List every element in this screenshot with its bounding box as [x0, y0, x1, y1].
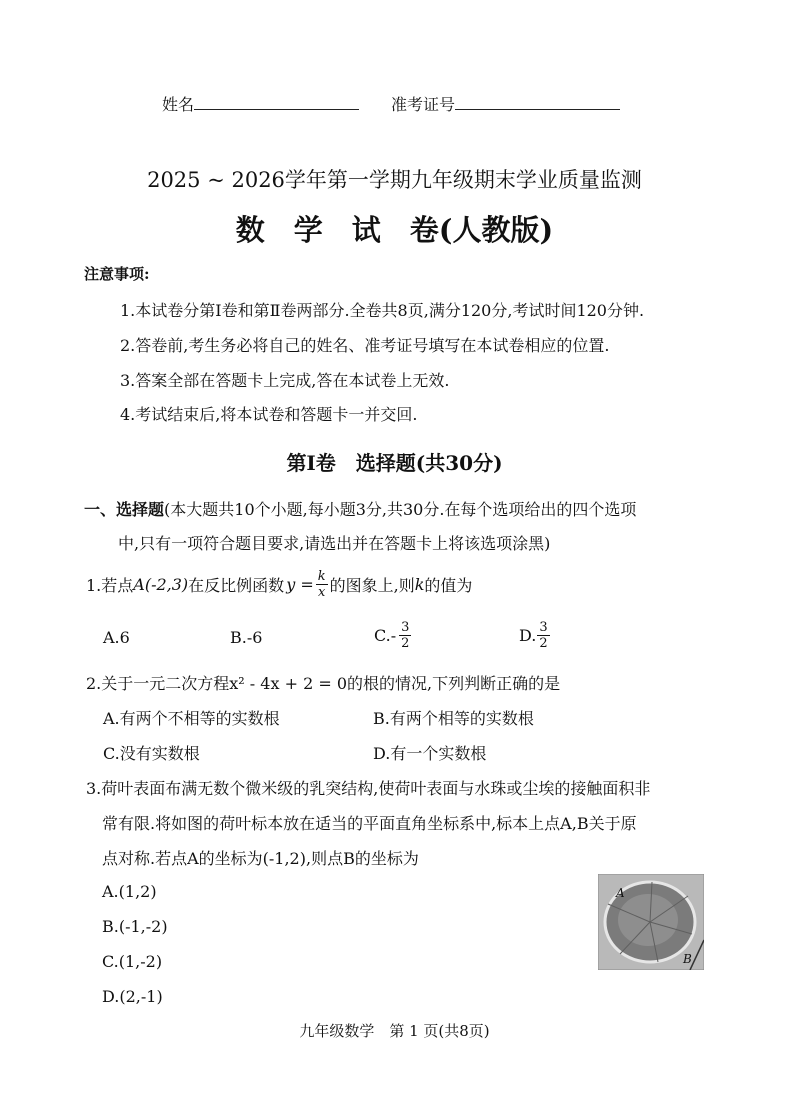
q3-option-a[interactable]: A.(1,2)	[102, 882, 157, 901]
section-intro	[84, 497, 636, 520]
notice-item: 1.本试卷分第Ⅰ卷和第Ⅱ卷两部分.全卷共8页,满分120分,考试时间120分钟.	[120, 301, 645, 320]
question-1-stem	[86, 569, 472, 600]
q1-option-d-fraction	[537, 620, 549, 651]
image-label-a: A	[616, 886, 625, 900]
q1-prefix: 1.若点	[86, 576, 134, 595]
exam-number-field	[391, 92, 620, 115]
exam-title: 2025 ~ 2026学年第一学期九年级期末学业质量监测	[147, 168, 642, 192]
notice-item: 3.答案全部在答题卡上完成,答在本试卷上无效.	[120, 371, 450, 390]
name-blank	[194, 93, 359, 110]
q1-option-a[interactable]: A.6	[103, 628, 130, 647]
name-label: 姓名	[162, 95, 195, 114]
q1-option-d[interactable]	[519, 620, 550, 651]
section-intro-text: (本大题共10个小题,每小题3分,共30分.在每个选项给出的四个选项	[164, 500, 637, 519]
notice-item: 4.考试结束后,将本试卷和答题卡一并交回.	[120, 405, 418, 424]
question-3-stem-line: 3.荷叶表面布满无数个微米级的乳突结构,使荷叶表面与水珠或尘埃的接触面积非	[86, 779, 651, 798]
lotus-leaf-image	[598, 874, 704, 970]
q1-suffix: 的图象上,则	[329, 576, 415, 595]
notice-item: 2.答卷前,考生务必将自己的姓名、准考证号填写在本试卷相应的位置.	[120, 336, 610, 355]
q1-option-d-numerator: 3	[539, 620, 548, 635]
q2-option-b[interactable]: B.有两个相等的实数根	[373, 709, 534, 728]
q1-option-b[interactable]: B.-6	[230, 628, 263, 647]
page-footer: 九年级数学 第 1 页(共8页)	[299, 1022, 490, 1040]
subject-title: 数 学 试 卷(人教版)	[235, 213, 554, 247]
q1-frac-denominator: x	[317, 585, 326, 600]
q3-option-c[interactable]: C.(1,-2)	[102, 952, 163, 971]
section-heading: 第Ⅰ卷 选择题(共30分)	[286, 451, 503, 475]
exam-number-label: 准考证号	[391, 95, 456, 114]
notice-heading: 注意事项:	[84, 265, 150, 283]
q1-mid: 在反比例函数	[188, 576, 285, 595]
q1-option-c[interactable]	[374, 620, 411, 651]
q3-option-d[interactable]: D.(2,-1)	[102, 987, 163, 1006]
q1-end: 的值为	[424, 576, 473, 595]
q2-option-c[interactable]: C.没有实数根	[103, 744, 200, 763]
q1-option-c-fraction	[399, 620, 411, 651]
q2-option-d[interactable]: D.有一个实数根	[373, 744, 487, 763]
q1-option-c-label: C.-	[374, 626, 397, 645]
section-intro-label: 一、选择题	[84, 500, 165, 519]
q1-option-c-denominator: 2	[401, 636, 410, 651]
section-intro-continued: 中,只有一项符合题目要求,请选出并在答题卡上将该选项涂黑)	[118, 534, 551, 553]
q2-option-a[interactable]: A.有两个不相等的实数根	[103, 709, 280, 728]
q3-option-b[interactable]: B.(-1,-2)	[102, 917, 168, 936]
q1-func-y: y =	[286, 575, 314, 594]
q1-var-k: k	[414, 575, 425, 594]
q1-option-d-label: D.	[519, 626, 537, 645]
image-label-b: B	[683, 952, 692, 966]
exam-number-blank	[455, 93, 620, 110]
question-3-stem-line: 常有限.将如图的荷叶标本放在适当的平面直角坐标系中,标本上点A,B关于原	[102, 814, 637, 833]
q1-option-c-numerator: 3	[401, 620, 410, 635]
name-field	[162, 92, 359, 115]
q1-frac-numerator: k	[317, 569, 326, 584]
q1-fraction	[316, 569, 328, 600]
q1-point: A(-2,3)	[133, 575, 189, 594]
question-2-stem: 2.关于一元二次方程x² - 4x + 2 = 0的根的情况,下列判断正确的是	[86, 674, 561, 693]
q1-option-d-denominator: 2	[539, 636, 548, 651]
question-3-stem-line: 点对称.若点A的坐标为(-1,2),则点B的坐标为	[102, 849, 419, 868]
